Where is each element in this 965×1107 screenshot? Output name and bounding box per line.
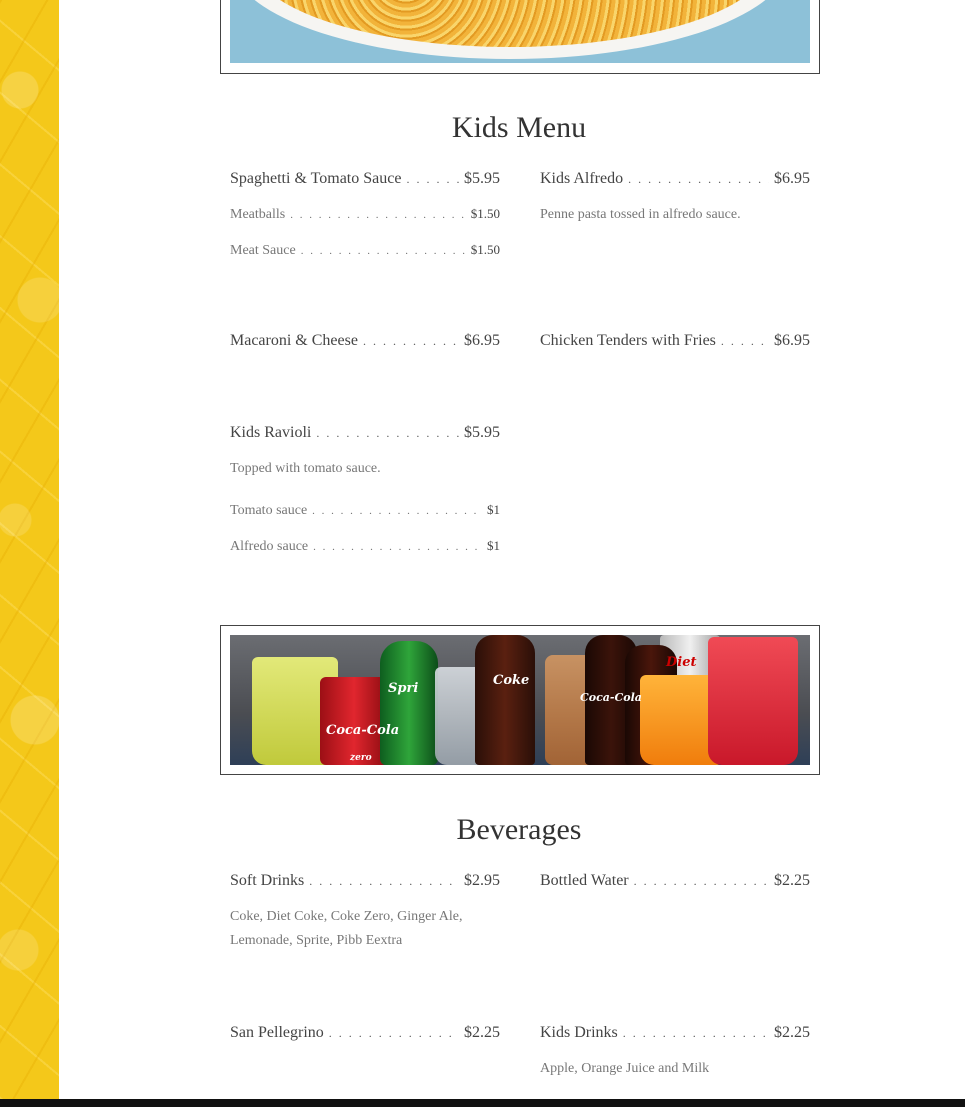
item-price: $2.25 (774, 872, 810, 889)
diet-coke-logo: Diet (666, 655, 697, 670)
mac-and-cheese-photo-frame (220, 0, 820, 74)
sprite-logo: Spri (388, 681, 419, 696)
red-soda-glass (708, 637, 798, 765)
menu-item-kids-drinks (540, 1024, 810, 1042)
menu-item-bottled-water (540, 872, 810, 890)
item-price: $2.25 (774, 1024, 810, 1041)
menu-item-macaroni-cheese (230, 332, 500, 350)
dot-leader (309, 874, 459, 889)
coca-cola-logo: Coca-Cola (580, 691, 642, 704)
item-price: $6.95 (774, 170, 810, 187)
dot-leader (290, 209, 466, 221)
beverages-photo (230, 635, 810, 765)
beverages-title: Beverages (456, 813, 582, 846)
bottom-bar (0, 1099, 965, 1107)
extra-item-alfredo-sauce (230, 538, 500, 555)
extra-price: $1 (487, 538, 500, 553)
description-line-2: Lemonade, Sprite, Pibb Eextra (230, 933, 403, 948)
item-description: Penne pasta tossed in alfredo sauce. (540, 207, 741, 222)
item-price: $2.95 (464, 872, 500, 889)
extra-name: Alfredo sauce (230, 539, 309, 554)
item-price: $5.95 (464, 424, 500, 441)
item-name: Kids Drinks (540, 1024, 618, 1041)
item-name: Bottled Water (540, 872, 629, 889)
item-name: San Pellegrino (230, 1024, 324, 1041)
extra-item-meatballs (230, 206, 500, 223)
dot-leader (316, 426, 459, 441)
item-description (230, 905, 500, 953)
coke-zero-logo: Coca-Cola (326, 723, 400, 738)
extra-item-tomato-sauce (230, 502, 500, 519)
menu-item-kids-alfredo (540, 170, 810, 188)
dot-leader (301, 245, 466, 257)
coke-bottle (475, 635, 535, 765)
dot-leader (406, 172, 459, 187)
extra-price: $1.50 (470, 242, 500, 257)
menu-item-spaghetti (230, 170, 500, 188)
item-price: $5.95 (464, 170, 500, 187)
menu-item-chicken-tenders (540, 332, 810, 350)
item-description: Apple, Orange Juice and Milk (540, 1061, 710, 1076)
kids-menu-title: Kids Menu (451, 111, 587, 144)
item-name: Soft Drinks (230, 872, 305, 889)
mac-and-cheese-photo (230, 0, 810, 63)
item-name: Kids Ravioli (230, 424, 312, 441)
dot-leader (634, 874, 769, 889)
decorative-side-strip (0, 0, 59, 1099)
menu-item-san-pellegrino (230, 1024, 500, 1042)
extra-price: $1 (487, 502, 500, 517)
menu-item-kids-ravioli (230, 424, 500, 442)
dot-leader (313, 541, 482, 553)
dot-leader (329, 1026, 459, 1041)
coke-zero-can (320, 677, 388, 765)
dot-leader (628, 172, 769, 187)
extra-name: Meat Sauce (230, 243, 296, 258)
item-price: $6.95 (464, 332, 500, 349)
item-price: $2.25 (464, 1024, 500, 1041)
item-description: Topped with tomato sauce. (230, 461, 381, 476)
description-line-1: Coke, Diet Coke, Coke Zero, Ginger Ale, (230, 909, 463, 924)
item-name: Chicken Tenders with Fries (540, 332, 716, 349)
zero-logo: zero (350, 753, 372, 763)
dot-leader (312, 505, 482, 517)
dot-leader (721, 334, 769, 349)
coke-logo: Coke (493, 673, 530, 688)
item-name: Kids Alfredo (540, 170, 624, 187)
item-price: $6.95 (774, 332, 810, 349)
beverages-photo-frame (220, 625, 820, 775)
extra-name: Tomato sauce (230, 503, 308, 518)
dot-leader (363, 334, 459, 349)
item-name: Macaroni & Cheese (230, 332, 358, 349)
dot-leader (623, 1026, 769, 1041)
item-name: Spaghetti & Tomato Sauce (230, 170, 402, 187)
sprite-bottle (380, 641, 438, 765)
extra-item-meat-sauce (230, 242, 500, 259)
extra-price: $1.50 (470, 206, 500, 221)
extra-name: Meatballs (230, 207, 286, 222)
menu-item-soft-drinks (230, 872, 500, 890)
